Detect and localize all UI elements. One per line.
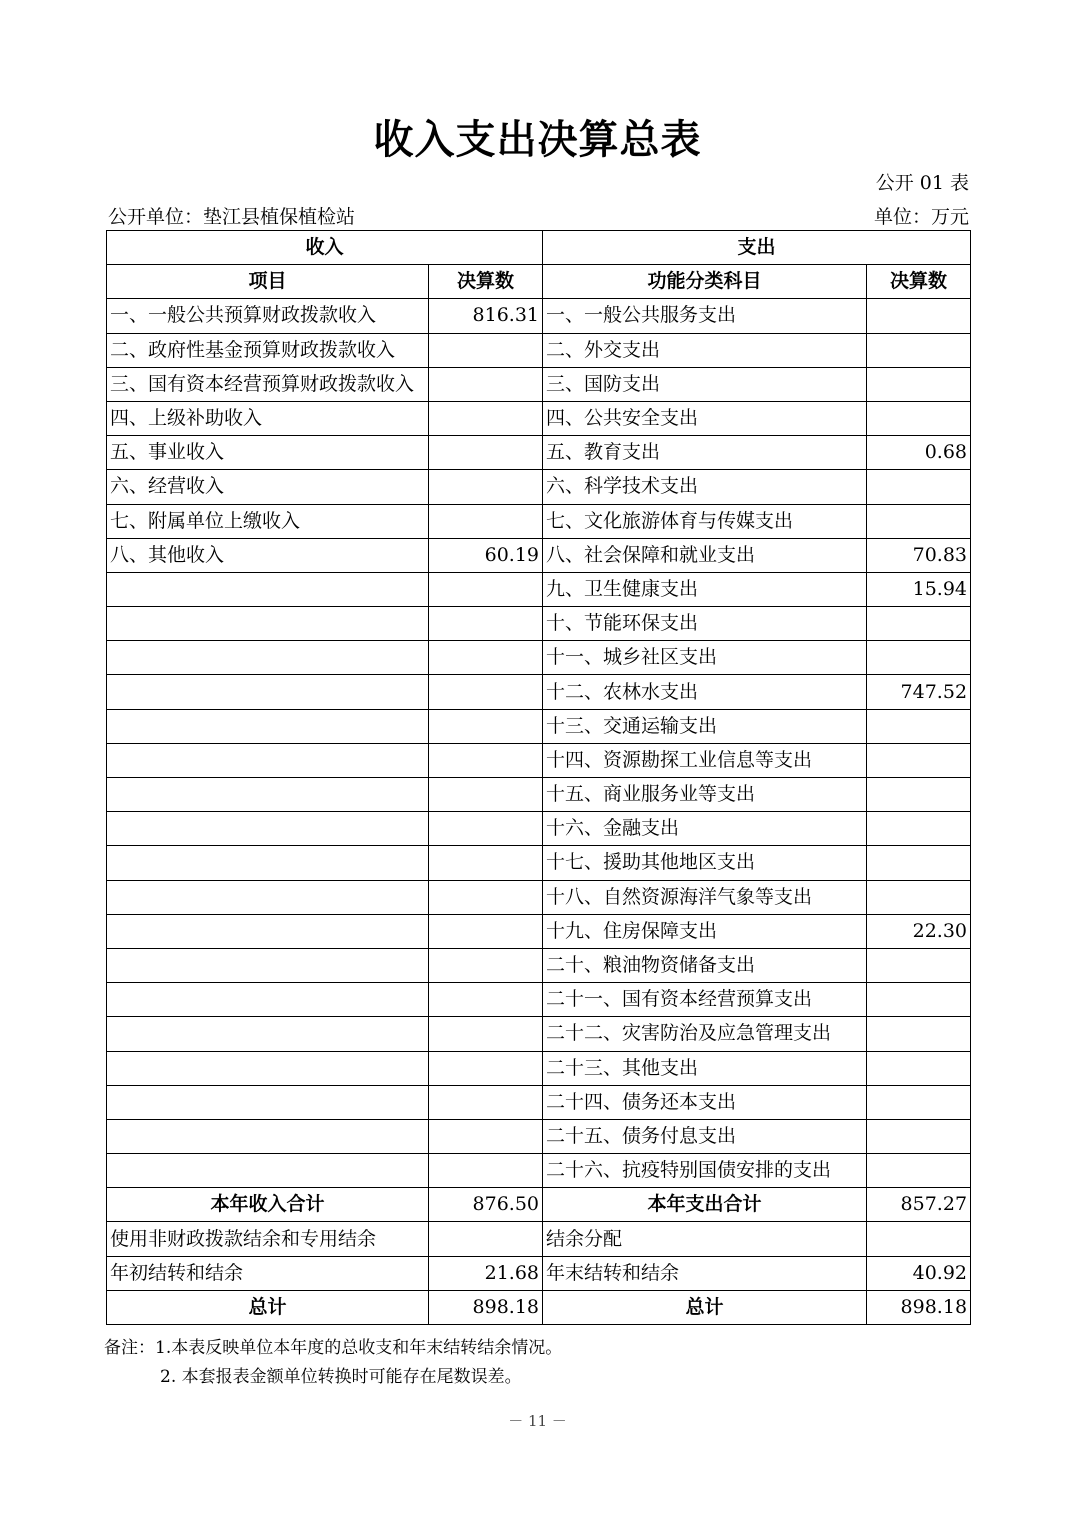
income-item-label	[107, 572, 429, 606]
note-line-2: 2. 本套报表金额单位转换时可能存在尾数误差。	[160, 1367, 522, 1387]
income-item-value	[429, 436, 543, 470]
expense-item-value	[867, 1085, 971, 1119]
income-item-label	[107, 1017, 429, 1051]
income-header: 收入	[107, 231, 543, 265]
expense-item-label: 三、国防支出	[543, 367, 867, 401]
expense-item-value	[867, 880, 971, 914]
expense-item-label: 十、节能环保支出	[543, 607, 867, 641]
table-row	[107, 983, 971, 1017]
income-item-label	[107, 1154, 429, 1188]
table-row	[107, 333, 971, 367]
table-row	[107, 538, 971, 572]
income-item-value	[429, 504, 543, 538]
table-row	[107, 1017, 971, 1051]
income-item-label	[107, 743, 429, 777]
expense-item-value: 747.52	[867, 675, 971, 709]
expense-item-value: 0.68	[867, 436, 971, 470]
income-item-value	[429, 812, 543, 846]
table-row	[107, 812, 971, 846]
expense-item-value	[867, 743, 971, 777]
expense-item-label: 二十五、债务付息支出	[543, 1119, 867, 1153]
expense-item-value	[867, 333, 971, 367]
table-row	[107, 778, 971, 812]
expense-total-value: 857.27	[867, 1188, 971, 1222]
table-row	[107, 607, 971, 641]
expense-item-label: 十八、自然资源海洋气象等支出	[543, 880, 867, 914]
table-row	[107, 572, 971, 606]
income-item-value	[429, 778, 543, 812]
income-expense-table	[106, 230, 971, 1325]
income-item-value	[429, 1154, 543, 1188]
income-item-label: 二、政府性基金预算财政拨款收入	[107, 333, 429, 367]
expense-item-label: 二十二、灾害防治及应急管理支出	[543, 1017, 867, 1051]
carryover-row	[107, 1256, 971, 1290]
income-item-value: 60.19	[429, 538, 543, 572]
expense-item-label: 十二、农林水支出	[543, 675, 867, 709]
income-item-value	[429, 983, 543, 1017]
function-item-column-header: 功能分类科目	[543, 265, 867, 299]
grand-total-row	[107, 1290, 971, 1324]
income-total-value: 876.50	[429, 1188, 543, 1222]
expense-item-label: 十九、住房保障支出	[543, 914, 867, 948]
income-item-label	[107, 948, 429, 982]
income-item-label	[107, 675, 429, 709]
currency-unit: 单位：万元	[873, 206, 969, 228]
expense-total-label: 本年支出合计	[543, 1188, 867, 1222]
table-row	[107, 299, 971, 333]
table-row	[107, 504, 971, 538]
table-row	[107, 743, 971, 777]
page-title: 收入支出决算总表	[373, 117, 702, 163]
income-item-value	[429, 846, 543, 880]
table-row	[107, 914, 971, 948]
income-total-label: 本年收入合计	[107, 1188, 429, 1222]
income-item-label	[107, 914, 429, 948]
surplus-distribution-value	[867, 1222, 971, 1256]
income-item-value	[429, 1017, 543, 1051]
grand-total-expense: 898.18	[867, 1290, 971, 1324]
income-item-label	[107, 983, 429, 1017]
table-row	[107, 880, 971, 914]
expense-item-label: 一、一般公共服务支出	[543, 299, 867, 333]
income-item-value	[429, 709, 543, 743]
header-row-groups	[107, 231, 971, 265]
expense-item-label: 二十、粮油物资储备支出	[543, 948, 867, 982]
income-item-value	[429, 367, 543, 401]
expense-item-value	[867, 1017, 971, 1051]
table-row	[107, 1119, 971, 1153]
note-line-1: 备注：1.本表反映单位本年度的总收支和年末结转结余情况。	[104, 1338, 563, 1358]
item-column-header: 项目	[107, 265, 429, 299]
table-row	[107, 1051, 971, 1085]
expense-item-value	[867, 607, 971, 641]
income-item-label: 六、经营收入	[107, 470, 429, 504]
expense-item-label: 十一、城乡社区支出	[543, 641, 867, 675]
income-item-label	[107, 641, 429, 675]
expense-item-label: 九、卫生健康支出	[543, 572, 867, 606]
expense-item-value	[867, 1119, 971, 1153]
expense-item-value	[867, 504, 971, 538]
page-number: － 11 －	[508, 1412, 567, 1430]
expense-item-label: 十五、商业服务业等支出	[543, 778, 867, 812]
income-item-value	[429, 743, 543, 777]
amount-column-header: 决算数	[429, 265, 543, 299]
grand-total-label: 总计	[107, 1290, 429, 1324]
income-item-label	[107, 709, 429, 743]
table-row	[107, 1154, 971, 1188]
expense-item-value	[867, 401, 971, 435]
expense-item-value	[867, 948, 971, 982]
expense-item-label: 七、文化旅游体育与传媒支出	[543, 504, 867, 538]
nonfiscal-label: 使用非财政拨款结余和专用结余	[107, 1222, 429, 1256]
income-item-label: 五、事业收入	[107, 436, 429, 470]
table-row	[107, 675, 971, 709]
income-item-label	[107, 778, 429, 812]
expense-item-label: 二十四、债务还本支出	[543, 1085, 867, 1119]
expense-item-label: 六、科学技术支出	[543, 470, 867, 504]
income-item-label: 三、国有资本经营预算财政拨款收入	[107, 367, 429, 401]
nonfiscal-row	[107, 1222, 971, 1256]
expense-item-value	[867, 470, 971, 504]
income-item-label: 七、附属单位上缴收入	[107, 504, 429, 538]
expense-item-value	[867, 1154, 971, 1188]
expense-item-value	[867, 641, 971, 675]
income-item-label	[107, 846, 429, 880]
income-item-label	[107, 607, 429, 641]
expense-header: 支出	[543, 231, 971, 265]
expense-item-label: 十四、资源勘探工业信息等支出	[543, 743, 867, 777]
expense-item-label: 四、公共安全支出	[543, 401, 867, 435]
table-row	[107, 470, 971, 504]
income-item-label: 八、其他收入	[107, 538, 429, 572]
begin-carryover-label: 年初结转和结余	[107, 1256, 429, 1290]
income-item-value	[429, 914, 543, 948]
table-row	[107, 948, 971, 982]
expense-item-value: 15.94	[867, 572, 971, 606]
expense-item-value	[867, 983, 971, 1017]
table-row	[107, 1085, 971, 1119]
expense-item-label: 十三、交通运输支出	[543, 709, 867, 743]
income-item-label: 一、一般公共预算财政拨款收入	[107, 299, 429, 333]
income-item-label	[107, 1085, 429, 1119]
expense-item-value	[867, 812, 971, 846]
expense-item-value	[867, 846, 971, 880]
income-item-value	[429, 572, 543, 606]
income-item-value	[429, 401, 543, 435]
table-row	[107, 401, 971, 435]
income-item-value	[429, 470, 543, 504]
income-item-label	[107, 812, 429, 846]
expense-item-value	[867, 367, 971, 401]
grand-total-income: 898.18	[429, 1290, 543, 1324]
table-row	[107, 367, 971, 401]
income-item-value	[429, 641, 543, 675]
amount2-column-header: 决算数	[867, 265, 971, 299]
income-item-value	[429, 1085, 543, 1119]
end-carryover-value: 40.92	[867, 1256, 971, 1290]
end-carryover-label: 年末结转和结余	[543, 1256, 867, 1290]
expense-item-label: 二十一、国有资本经营预算支出	[543, 983, 867, 1017]
income-item-label	[107, 880, 429, 914]
header-row-columns	[107, 265, 971, 299]
table-row	[107, 436, 971, 470]
table-number: 公开 01 表	[875, 172, 969, 194]
expense-item-value	[867, 299, 971, 333]
income-item-label	[107, 1119, 429, 1153]
notes	[104, 1334, 562, 1392]
income-item-value	[429, 607, 543, 641]
grand-total-label-expense: 总计	[543, 1290, 867, 1324]
income-item-value	[429, 333, 543, 367]
nonfiscal-value	[429, 1222, 543, 1256]
begin-carryover-value: 21.68	[429, 1256, 543, 1290]
expense-item-value: 22.30	[867, 914, 971, 948]
expense-item-label: 二、外交支出	[543, 333, 867, 367]
table-row	[107, 709, 971, 743]
expense-item-label: 五、教育支出	[543, 436, 867, 470]
income-item-label	[107, 1051, 429, 1085]
expense-item-label: 八、社会保障和就业支出	[543, 538, 867, 572]
income-item-value: 816.31	[429, 299, 543, 333]
table-row	[107, 846, 971, 880]
income-item-value	[429, 675, 543, 709]
surplus-distribution-label: 结余分配	[543, 1222, 867, 1256]
expense-item-value	[867, 709, 971, 743]
expense-item-label: 二十六、抗疫特别国债安排的支出	[543, 1154, 867, 1188]
year-total-row	[107, 1188, 971, 1222]
income-item-value	[429, 1051, 543, 1085]
reporting-unit: 公开单位：垫江县植保植检站	[108, 206, 356, 228]
income-item-value	[429, 880, 543, 914]
expense-item-value	[867, 778, 971, 812]
table-row	[107, 641, 971, 675]
expense-item-label: 十七、援助其他地区支出	[543, 846, 867, 880]
expense-item-label: 二十三、其他支出	[543, 1051, 867, 1085]
expense-item-value: 70.83	[867, 538, 971, 572]
income-item-value	[429, 1119, 543, 1153]
expense-item-label: 十六、金融支出	[543, 812, 867, 846]
income-item-label: 四、上级补助收入	[107, 401, 429, 435]
income-item-value	[429, 948, 543, 982]
expense-item-value	[867, 1051, 971, 1085]
